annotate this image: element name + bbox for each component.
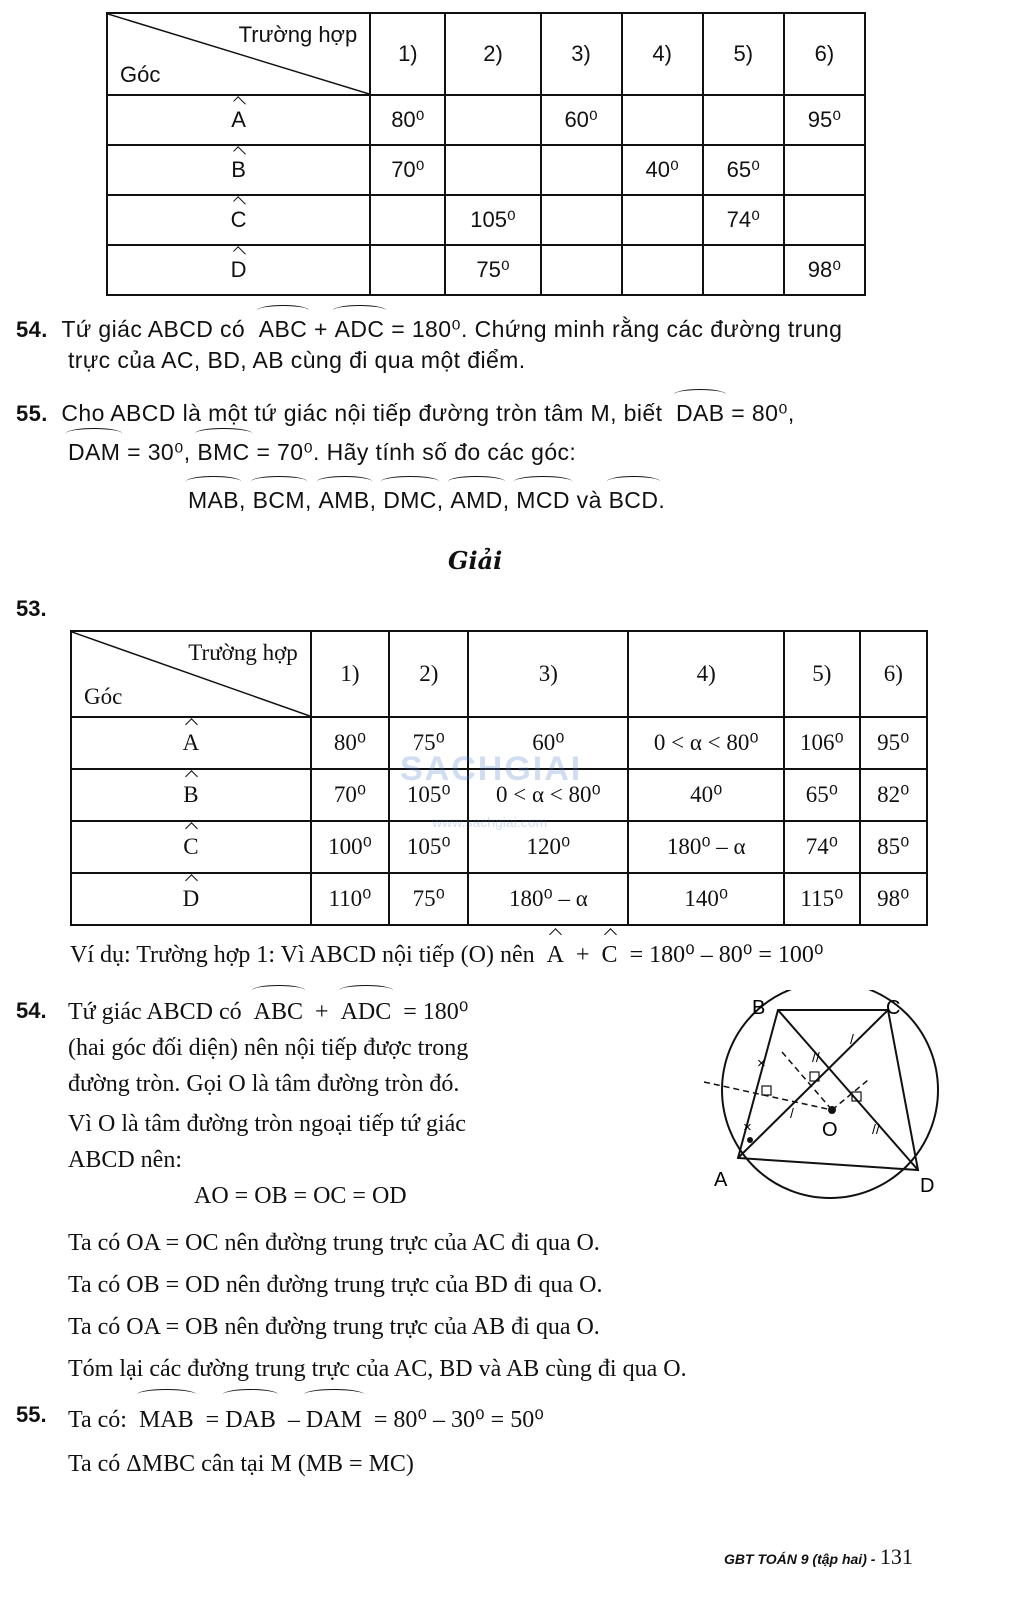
table-cell: 106⁰ — [784, 717, 859, 769]
example-text: Ví dụ: Trường hợp 1: Vì ABCD nội tiếp (O) nên — [70, 942, 535, 968]
table-cell: 75⁰ — [389, 717, 468, 769]
angle-arc: DAB — [675, 400, 725, 426]
exercise-text: = 180⁰. Chứng minh rằng các đường trung — [391, 316, 843, 342]
table-cell — [784, 145, 865, 195]
table-cell — [622, 245, 703, 295]
table-cell: 75⁰ — [445, 245, 540, 295]
angle-arc: BCM — [252, 487, 305, 513]
watermark: SACHGIAI — [400, 750, 583, 788]
table-cell — [541, 195, 622, 245]
table-cell: 70⁰ — [311, 769, 389, 821]
conjunction: và — [576, 487, 602, 513]
case-header: 4) — [628, 631, 784, 717]
tick-mark: / — [790, 1105, 794, 1121]
page-number: 131 — [879, 1544, 913, 1569]
table-cell: 0 < α < 80⁰ — [628, 717, 784, 769]
solution-text: Ta có OA = OC nên đường trung trực của AC đi qua O. — [68, 1230, 600, 1256]
tick-mark: // — [812, 1049, 820, 1065]
solution-text: Ta có OB = OD nên đường trung trực của BD đi qua O. — [68, 1272, 603, 1298]
quadrilateral-abcd — [738, 1010, 918, 1170]
case-header: 5) — [703, 13, 784, 95]
equation: AO = OB = OC = OD — [194, 1183, 407, 1209]
case-header: 2) — [445, 13, 540, 95]
solution-text: Tóm lại các đường trung trực của AC, BD và AB cùng đi qua O. — [68, 1356, 687, 1382]
angle-arc: MAB — [139, 1398, 194, 1442]
table-cell: 140⁰ — [628, 873, 784, 925]
table-cell: 40⁰ — [628, 769, 784, 821]
table-cell: 180⁰ – α — [628, 821, 784, 873]
exercise-53-table — [106, 12, 866, 296]
angle-label: A — [546, 942, 564, 968]
exercise-number: 55. — [16, 401, 48, 426]
exercise-55 — [16, 398, 1006, 515]
angle-label: B — [183, 782, 199, 807]
angle-arc: DAM — [306, 1398, 362, 1442]
angle-label: C — [230, 207, 247, 232]
exercise-54 — [16, 314, 1006, 375]
solution-text: (hai góc đối diện) nên nội tiếp được trong — [68, 1035, 469, 1061]
solution-55: Ta có: MAB = DAB – DAM = 80⁰ – 30⁰ = 50⁰ Ta có ΔMBC cân tại M (MB = MC) — [68, 1398, 968, 1486]
table-cell: 98⁰ — [860, 873, 927, 925]
table-cell: 100⁰ — [311, 821, 389, 873]
table-cell — [445, 95, 540, 145]
header-angle: Góc — [120, 62, 161, 87]
angle-arc: MCD — [516, 487, 570, 513]
vertex-label-d: D — [920, 1175, 935, 1197]
center-point — [828, 1106, 836, 1114]
table-cell: 180⁰ – α — [468, 873, 628, 925]
table-cell: 110⁰ — [311, 873, 389, 925]
table-cell: 60⁰ — [541, 95, 622, 145]
table-cell: 82⁰ — [860, 769, 927, 821]
tick-mark: × — [743, 1119, 752, 1136]
angle-label: B — [231, 157, 246, 182]
exercise-text: = 70⁰. Hãy tính số đo các góc: — [256, 439, 577, 465]
table-row — [71, 873, 927, 925]
case-header: 6) — [860, 631, 927, 717]
solution-54-conclusions — [68, 1222, 968, 1390]
table-cell: 70⁰ — [370, 145, 445, 195]
angle-label: A — [182, 730, 200, 755]
angle-arc: MAB — [188, 487, 240, 513]
angle-arc: ABC — [258, 316, 308, 342]
table-cell — [370, 195, 445, 245]
table-cell: 105⁰ — [389, 769, 468, 821]
plus-sign: + — [576, 942, 590, 968]
table-cell: 95⁰ — [860, 717, 927, 769]
angle-label: D — [182, 886, 200, 911]
solution-54 — [68, 994, 708, 1214]
exercise-text: = 80⁰, — [731, 400, 795, 426]
table-cell: 85⁰ — [860, 821, 927, 873]
case-header: 3) — [468, 631, 628, 717]
table-cell — [622, 95, 703, 145]
diagonal-ac — [738, 1010, 888, 1158]
header-case: Trường hợp — [238, 22, 358, 47]
angle-arc: DMC — [383, 487, 437, 513]
table-header-diagonal — [107, 13, 370, 95]
case-header: 1) — [370, 13, 445, 95]
header-case: Trường hợp — [188, 640, 298, 665]
table-cell: 75⁰ — [389, 873, 468, 925]
perpendicular-bisector — [782, 1052, 832, 1110]
solution-text: Ta có OA = OB nên đường trung trực của AB đi qua O. — [68, 1314, 600, 1340]
table-header-diagonal — [71, 631, 311, 717]
exercise-text: Tứ giác ABCD có — [61, 316, 246, 342]
watermark-url: www.sachgiai.com — [432, 814, 548, 830]
angle-arc: AMD — [450, 487, 503, 513]
angle-label: A — [231, 107, 246, 132]
tick-mark: / — [850, 1031, 854, 1047]
table-cell: 74⁰ — [784, 821, 859, 873]
solution-text: Tứ giác ABCD có — [68, 999, 242, 1025]
vertex-label-a: A — [714, 1169, 728, 1191]
plus-sign: + — [314, 316, 328, 342]
table-row — [107, 195, 865, 245]
case-header: 3) — [541, 13, 622, 95]
table-cell: 95⁰ — [784, 95, 865, 145]
table-cell: 60⁰ — [468, 717, 628, 769]
tick-mark: × — [757, 1055, 766, 1072]
angle-label: D — [230, 257, 247, 282]
exercise-text: = 30⁰, — [127, 439, 191, 465]
solution-text: Ta có: — [68, 1407, 127, 1433]
plus-sign: + — [315, 999, 329, 1025]
table-cell: 98⁰ — [784, 245, 865, 295]
tick-mark: // — [872, 1121, 880, 1137]
table-cell: 65⁰ — [703, 145, 784, 195]
table-cell — [622, 195, 703, 245]
table-cell: 105⁰ — [389, 821, 468, 873]
table-cell: 120⁰ — [468, 821, 628, 873]
case-header: 6) — [784, 13, 865, 95]
table-cell — [703, 95, 784, 145]
solution-number: 53. — [16, 596, 47, 621]
angle-arc: ADC — [341, 994, 392, 1030]
vertex-label-c: C — [886, 997, 901, 1019]
vertex-label-b: B — [752, 997, 766, 1019]
table-cell: 105⁰ — [445, 195, 540, 245]
case-header: 1) — [311, 631, 389, 717]
exercise-text: trực của AC, BD, AB cùng đi qua một điểm. — [68, 347, 526, 373]
table-cell: 40⁰ — [622, 145, 703, 195]
table-cell — [541, 145, 622, 195]
table-cell: 74⁰ — [703, 195, 784, 245]
midpoint — [747, 1137, 753, 1143]
header-angle: Góc — [84, 684, 123, 709]
table-cell — [541, 245, 622, 295]
page-footer — [724, 1544, 913, 1570]
book-title: GBT TOÁN 9 (tập hai) - — [724, 1551, 876, 1567]
solution-number: 55. — [16, 1402, 47, 1427]
angle-arc: ADC — [334, 316, 385, 342]
angle-arc: BCD — [608, 487, 659, 513]
table-cell: 80⁰ — [370, 95, 445, 145]
table-cell: 65⁰ — [784, 769, 859, 821]
case-header: 4) — [622, 13, 703, 95]
right-angle-mark — [762, 1086, 771, 1095]
solution-text: Ta có ΔMBC cân tại M (MB = MC) — [68, 1451, 414, 1477]
case-header: 2) — [389, 631, 468, 717]
solution-text: đường tròn. Gọi O là tâm đường tròn đó. — [68, 1071, 460, 1097]
angle-arc: AMB — [318, 487, 370, 513]
example-text: = 180⁰ – 80⁰ = 100⁰ — [629, 942, 824, 968]
table-cell: 0 < α < 80⁰ — [468, 769, 628, 821]
example-line — [70, 940, 824, 970]
case-header: 5) — [784, 631, 859, 717]
table-cell — [784, 195, 865, 245]
solution-number: 54. — [16, 998, 47, 1023]
solution-text: ABCD nên: — [68, 1147, 182, 1173]
diagonal-bd — [778, 1010, 918, 1170]
table-cell — [703, 245, 784, 295]
angle-arc: BMC — [197, 439, 250, 465]
table-row — [107, 245, 865, 295]
angle-label: C — [601, 942, 618, 968]
angle-label: C — [183, 834, 199, 859]
angles-list: MAB, BCM, AMB, DMC, AMD, MCD và BCD. — [188, 487, 666, 513]
table-cell: 115⁰ — [784, 873, 859, 925]
angle-arc: DAB — [225, 1398, 276, 1442]
table-cell: 80⁰ — [311, 717, 389, 769]
table-cell — [445, 145, 540, 195]
circle-figure — [700, 990, 960, 1200]
table-row — [107, 95, 865, 145]
solution-text: = 80⁰ – 30⁰ = 50⁰ — [373, 1407, 544, 1433]
solution-heading: Giải — [448, 546, 503, 575]
table-row — [107, 145, 865, 195]
exercise-text: Cho ABCD là một tứ giác nội tiếp đường tròn tâm M, biết — [61, 400, 663, 426]
table-cell — [370, 245, 445, 295]
exercise-number: 54. — [16, 317, 48, 342]
solution-text: = 180⁰ — [403, 999, 469, 1025]
solution-text: Vì O là tâm đường tròn ngoại tiếp tứ giác — [68, 1111, 466, 1137]
angle-arc: ABC — [254, 994, 303, 1030]
center-label-o: O — [822, 1119, 838, 1141]
angle-arc: DAM — [68, 439, 121, 465]
